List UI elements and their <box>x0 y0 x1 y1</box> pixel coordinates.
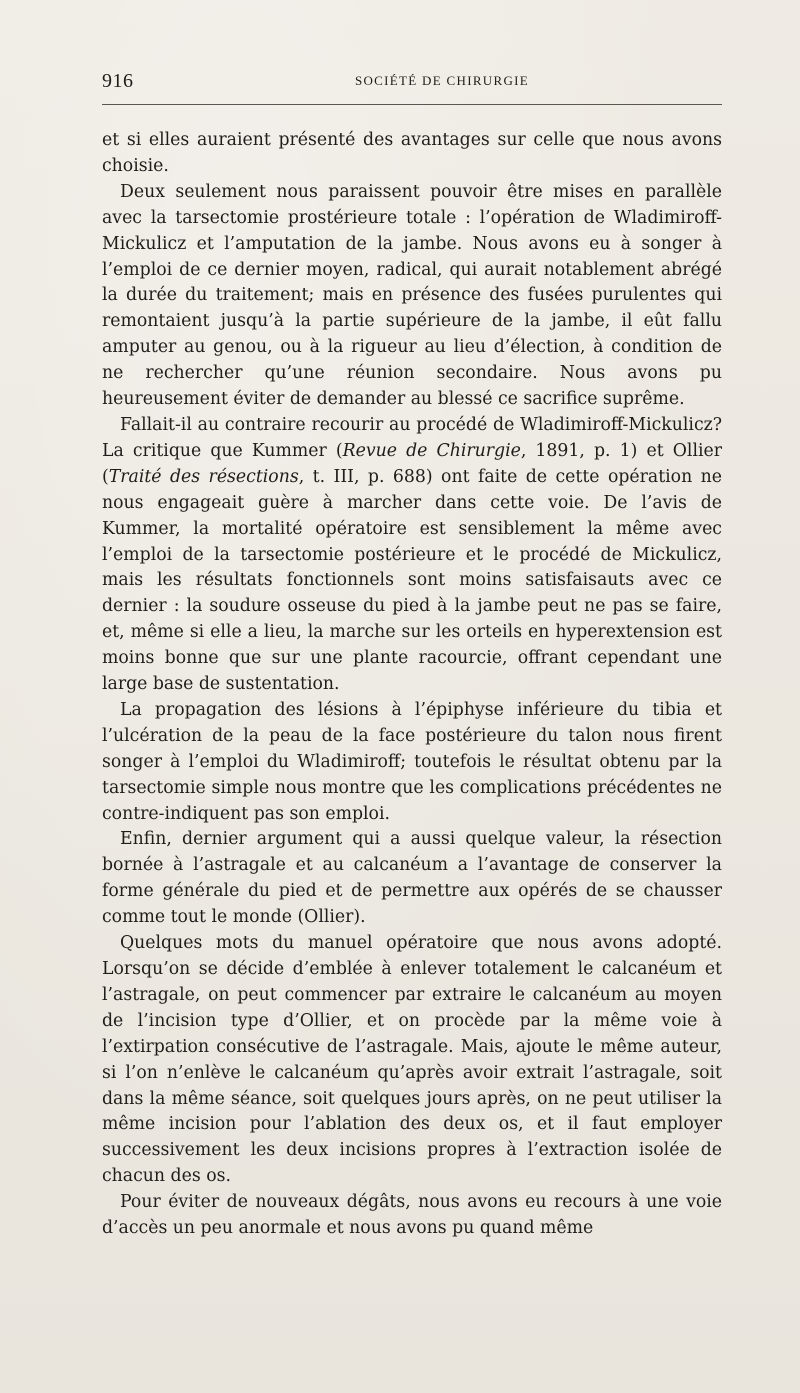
paragraph-text: , 1891, p. 1) et Ollier ( <box>102 440 722 487</box>
paragraph-text: Fallait-il au contraire recourir au procédé de Wladimiroff-Mickulicz? La critique que Kummer ( <box>102 414 722 461</box>
paragraph-text: , t. III, p. 688) ont faite de cette opération ne nous engageait guère à marcher dans cette voie. De l’avis de Kummer, la mortalité opératoire est sensiblement la même avec l’emploi de la tarsectomie postérieure et le procédé de Mickulicz, mais les résultats fonctionnels sont moins satisfaisauts avec ce dernier : la soudure osseuse du pied à la jambe peut ne pas se faire, et, même si elle a lieu, la marche sur les orteils en hyperextension est moins bonne que sur une plante racourcie, offrant cependant une large base de sustentation. <box>102 466 722 695</box>
page-number: 916 <box>102 70 134 92</box>
paragraph-propagation: La propagation des lésions à l’épiphyse inférieure du tibia et l’ulcération de la peau de la face postérieure du talon nous firent songer à l’emploi du Wladimiroff; toutefois le résultat obtenu par la tarsectomie simple nous montre que les complications précédentes ne contre-indiquent pas son emploi. <box>102 699 722 824</box>
header-rule <box>102 104 722 105</box>
paragraph-alternatives: Deux seulement nous paraissent pouvoir être mises en parallèle avec la tarsectomie prostérieure totale : l’opération de Wladimiroff-Mickulicz et l’amputation de la jambe. Nous avons eu à songer à l’emploi de ce dernier moyen, radical, qui aurait notablement abrégé la durée du traitement; mais en présence des fusées purulentes qui remontaient jusqu’à la partie supérieure de la jambe, il eût fallu amputer au genou, ou à la rigueur au lieu d’élection, à condition de ne rechercher qu’une réunion secondaire. Nous avons pu heureusement éviter de demander au blessé ce sacrifice suprême. <box>102 181 722 410</box>
running-head: SOCIÉTÉ DE CHIRURGIE <box>354 73 530 88</box>
citation-traite-des-resections: Traité des résections <box>108 466 299 487</box>
paragraph-manual: Quelques mots du manuel opératoire que nous avons adopté. Lorsqu’on se décide d’emblée à enlever totalement le calcanéum et l’astragale, on peut commencer par extraire le calcanéum au moyen de l’incision type d’Ollier, et on procède par la même voie à l’extirpation consécutive de l’astragale. Mais, ajoute le même auteur, si l’on n’enlève le calcanéum qu’après avoir extrait l’astragale, soit dans la même séance, soit quelques jours après, on ne peut utiliser la même incision pour l’ablation des deux os, et il faut employer successivement les deux incisions propres à l’extraction isolée de chacun des os. <box>102 933 722 1187</box>
body-text <box>102 128 722 1242</box>
paragraph-final: Pour éviter de nouveaux dégâts, nous avons eu recours à une voie d’accès un peu anormale et nous avons pu quand même <box>102 1192 722 1239</box>
citation-revue-de-chirurgie: Revue de Chirurgie <box>342 440 521 461</box>
paragraph-continuation: et si elles auraient présenté des avantages sur celle que nous avons choisie. <box>102 130 722 176</box>
paragraph-argument: Enfin, dernier argument qui a aussi quelque valeur, la résection bornée à l’astragale et au calcanéum a l’avantage de conserver la forme générale du pied et de permettre aux opérés de se chausser comme tout le monde (Ollier). <box>102 829 722 928</box>
page-header <box>102 70 722 94</box>
paragraph-wladimiroff-critique <box>102 413 722 698</box>
